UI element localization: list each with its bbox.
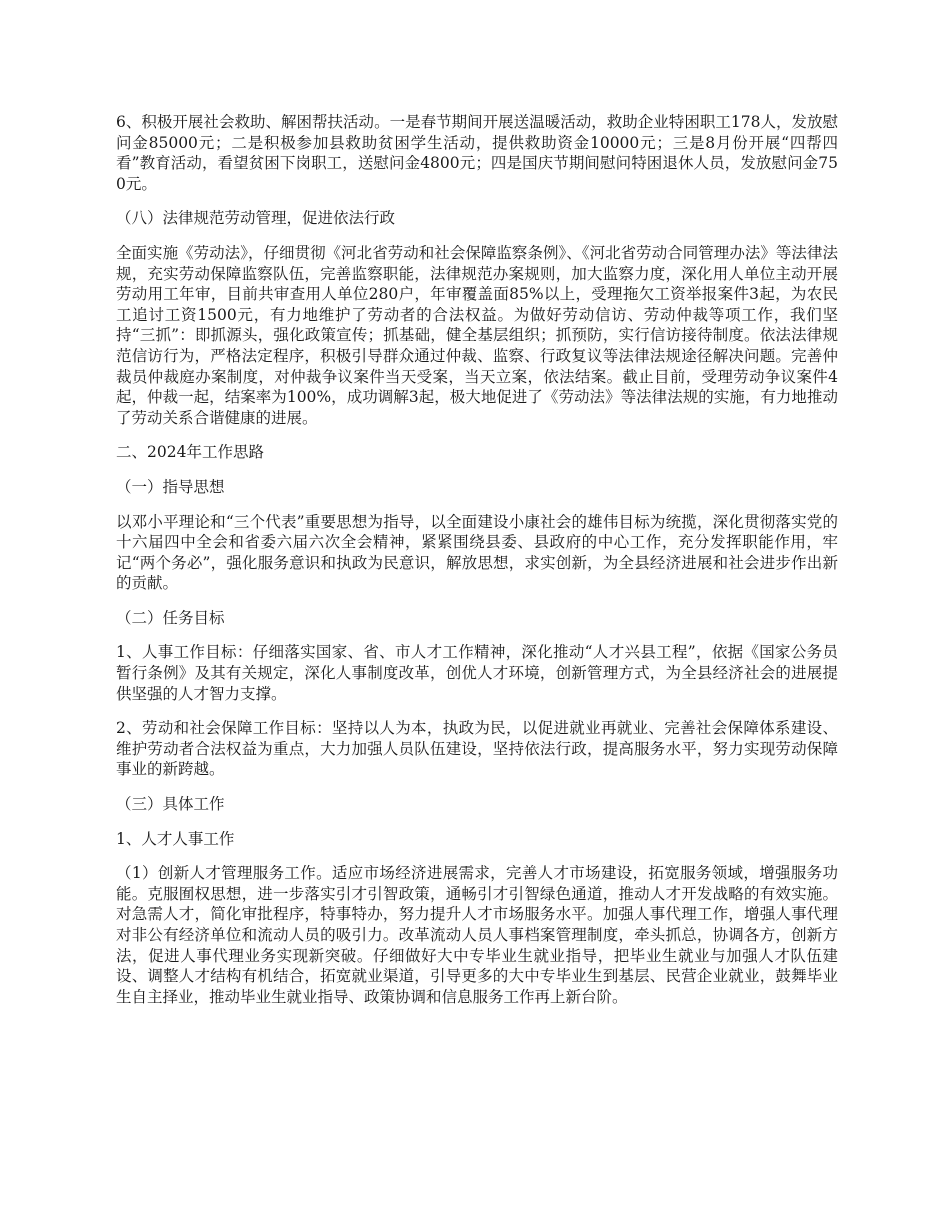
subheading-specific-work: （三）具体工作 xyxy=(116,795,225,814)
paragraph-relief-activities: 6、积极开展社会救助、解困帮扶活动。一是春节期间开展送温暖活动，救助企业特困职工178人，发放慰问金85000元；二是积极参加县救助贫困学生活动，提供救助资金10000元；三是8月份开展“四帮四看”教育活动，看望贫困下岗职工，送慰问金4800元；四是国庆节期间慰问特困退休人员，发放慰问金750元。 xyxy=(116,113,838,193)
subheading-talent-work: 1、人才人事工作 xyxy=(116,829,235,848)
paragraph-labor-security-goal: 2、劳动和社会保障工作目标：坚持以人为本，执政为民，以促进就业再就业、完善社会保障体系建设、维护劳动者合法权益为重点，大力加强人员队伍建设，坚持依法行政，提高服务水平，努力实现劳动保障事业的新跨越。 xyxy=(116,719,838,779)
paragraph-personnel-goal: 1、人事工作目标：仔细落实国家、省、市人才工作精神，深化推动“人才兴县工程”，依据《国家公务员暂行条例》及其有关规定，深化人事制度改革，创优人才环境，创新管理方式，为全县经济社会的进展提供坚强的人才智力支撑。 xyxy=(116,643,838,703)
paragraph-guiding-thought: 以邓小平理论和“三个代表”重要思想为指导，以全面建设小康社会的雄伟目标为统揽，深化贯彻落实党的十六届四中全会和省委六届六次全会精神，紧紧围绕县委、县政府的中心工作，充分发挥职能作用，牢记“两个务必”，强化服务意识和执政为民意识，解放思想，求实创新，为全县经济进展和社会进步作出新的贡献。 xyxy=(116,512,838,593)
section-heading-2024-plan: 二、2024年工作思路 xyxy=(116,443,264,462)
subheading-task-goals: （二）任务目标 xyxy=(116,608,225,627)
section-heading-law-labor: （八）法律规范劳动管理，促进依法行政 xyxy=(116,209,396,228)
paragraph-labor-law: 全面实施《劳动法》，仔细贯彻《河北省劳动和社会保障监察条例》、《河北省劳动合同管理办法》等法律法规，充实劳动保障监察队伍，完善监察职能，法律规范办案规则，加大监察力度，深化用人单位主动开展劳动用工年审，目前共审查用人单位280户，年审覆盖面85%以上，受理拖欠工资举报案件3起，为农民工追讨工资1500元，有力地维护了劳动者的合法权益。为做好劳动信访、劳动仲裁等项工作，我们坚持“三抓”：即抓源头，强化政策宣传；抓基础，健全基层组织；抓预防，实行信访接待制度。依法法律规范信访行为，严格法定程序，积极引导群众通过仲裁、监察、行政复议等法律法规途径解决问题。完善仲裁员仲裁庭办案制度，对仲裁争议案件当天受案，当天立案，依法结案。截止目前，受理劳动争议案件4起，仲裁一起，结案率为100%，成功调解3起，极大地促进了《劳动法》等法律法规的实施，有力地推动了劳动关系合谐健康的进展。 xyxy=(116,243,838,427)
subheading-guiding-thought: （一）指导思想 xyxy=(116,477,225,496)
paragraph-talent-management: （1）创新人才管理服务工作。适应市场经济进展需求，完善人才市场建设，拓宽服务领域，增强服务功能。克服囿权思想，进一步落实引才引智政策，通畅引才引智绿色通道，推动人才开发战略的有效实施。对急需人才，简化审批程序，特事特办，努力提升人才市场服务水平。加强人事代理工作，增强人事代理对非公有经济单位和流动人员的吸引力。改革流动人员人事档案管理制度，牵头抓总，协调各方，创新方法，促进人事代理业务实现新突破。仔细做好大中专毕业生就业指导，把毕业生就业与加强人才队伍建设、调整人才结构有机结合，拓宽就业渠道，引导更多的大中专毕业生到基层、民营企业就业，鼓舞毕业生自主择业，推动毕业生就业指导、政策协调和信息服务工作再上新台阶。 xyxy=(116,864,838,1006)
